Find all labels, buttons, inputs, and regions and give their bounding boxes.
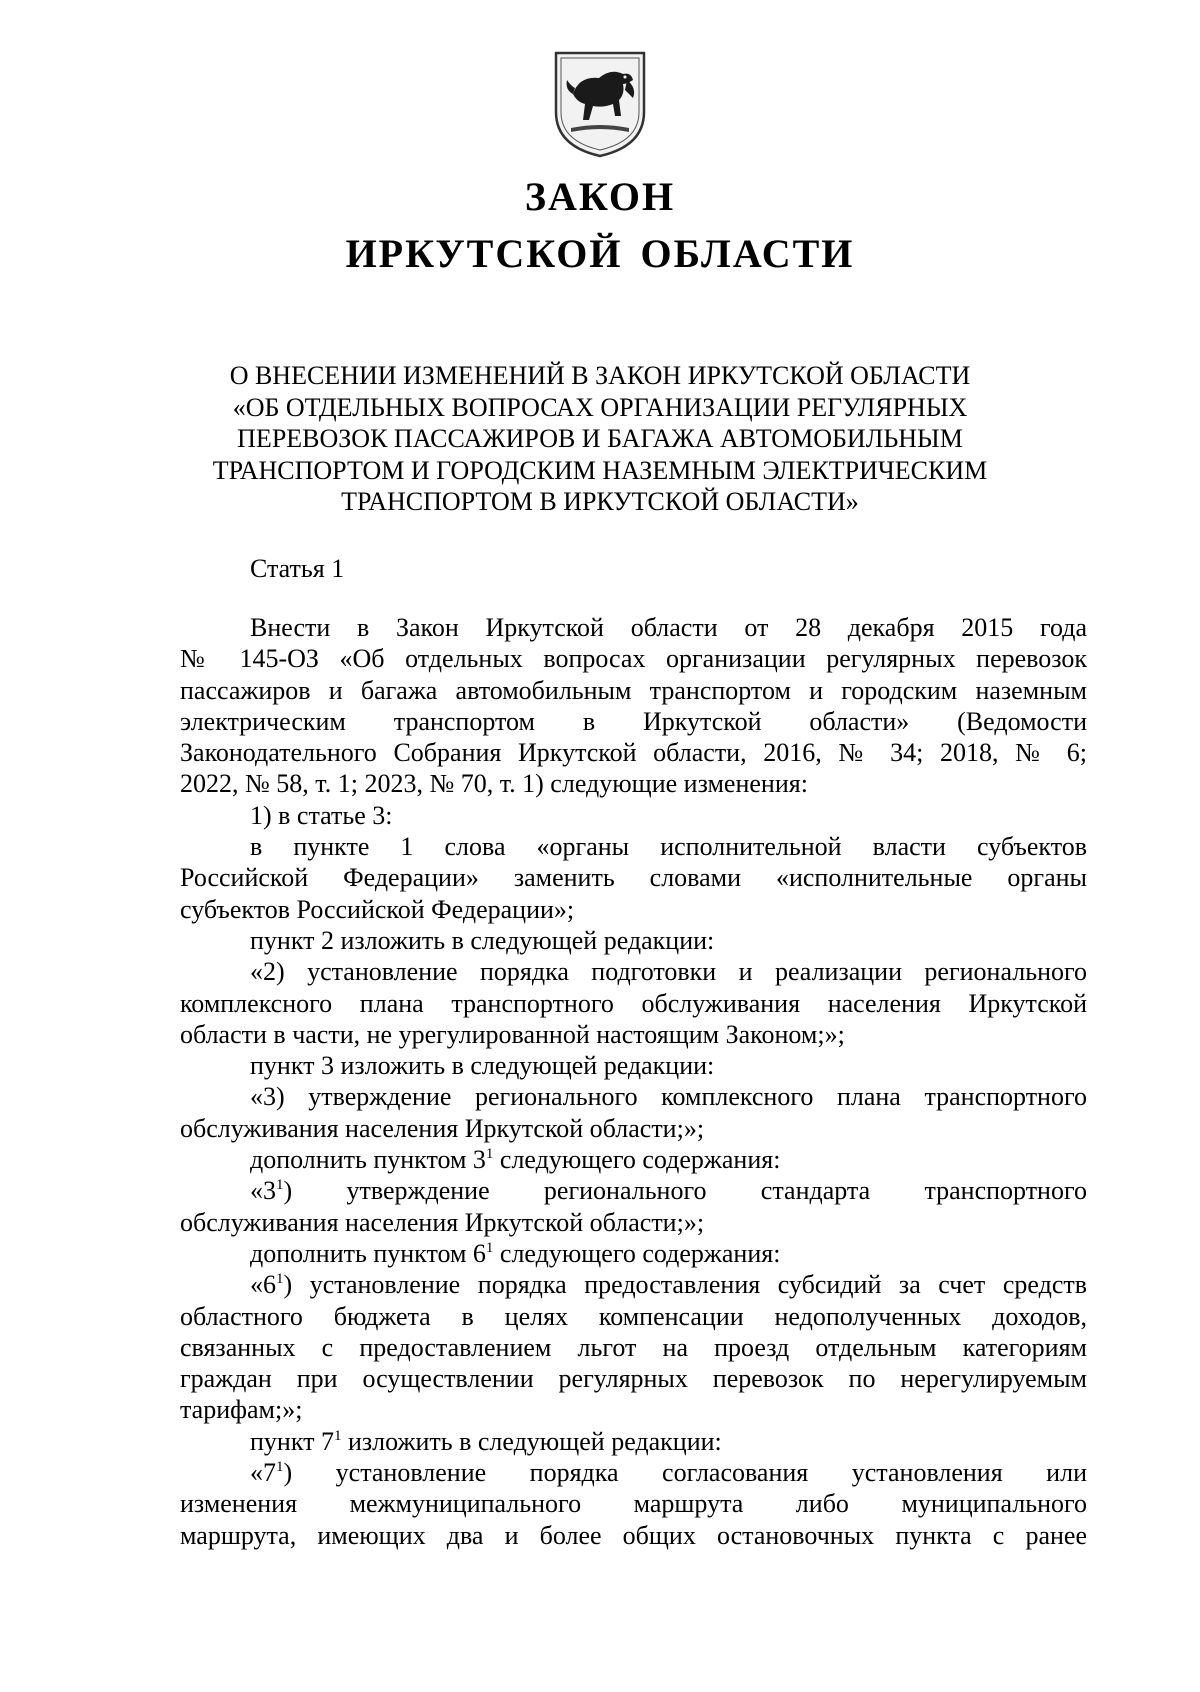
body-line: Законодательного Собрания Иркутской области, 2016, № 34; 2018, № 6; bbox=[180, 738, 1087, 768]
body-line: обслуживания населения Иркутской области;»; bbox=[180, 1113, 705, 1143]
body-line: областного бюджета в целях компенсации недополученных доходов, bbox=[180, 1301, 1087, 1331]
body-line bbox=[180, 1144, 1087, 1175]
superscript: 1 bbox=[485, 1146, 494, 1163]
body-line: маршрута, имеющих два и более общих остановочных пункта с ранее bbox=[180, 1520, 1087, 1550]
article-body bbox=[180, 612, 1087, 1551]
text-run: «6 bbox=[250, 1270, 276, 1300]
superscript: 1 bbox=[485, 1239, 494, 1256]
text-run: ) установление порядка согласования установления или bbox=[283, 1458, 1087, 1488]
law-subtitle bbox=[170, 360, 1030, 518]
body-line: субъектов Российской Федерации»; bbox=[180, 894, 575, 924]
text-run: следующего содержания: bbox=[493, 1145, 781, 1175]
body-line: электрическим транспортом в Иркутской области» (Ведомости bbox=[180, 706, 1087, 736]
article-heading: Статья 1 bbox=[250, 554, 345, 583]
body-line: в пункте 1 слова «органы исполнительной власти субъектов bbox=[250, 832, 1087, 862]
text-run: «7 bbox=[250, 1458, 276, 1488]
body-line: изменения межмуниципального маршрута либо муниципального bbox=[180, 1489, 1087, 1519]
list-item: 1) в статье 3: bbox=[250, 800, 393, 830]
superscript: 1 bbox=[276, 1271, 284, 1288]
body-line bbox=[180, 1426, 1087, 1457]
body-line: тарифам;»; bbox=[180, 1395, 303, 1425]
subtitle-line: «ОБ ОТДЕЛЬНЫХ ВОПРОСАХ ОРГАНИЗАЦИИ РЕГУЛЯРНЫХ bbox=[232, 392, 968, 422]
region-title bbox=[0, 232, 1200, 276]
body-line: комплексного плана транспортного обслуживания населения Иркутской bbox=[180, 988, 1087, 1018]
body-line: Российской Федерации» заменить словами «исполнительные органы bbox=[180, 863, 1087, 893]
text-run: изложить в следующей редакции: bbox=[341, 1426, 722, 1456]
superscript: 1 bbox=[333, 1427, 342, 1444]
body-line: 2022, № 58, т. 1; 2023, № 70, т. 1) следующие изменения: bbox=[180, 769, 808, 799]
document-type-title: ЗАКОН bbox=[524, 174, 676, 219]
text-run: «3 bbox=[250, 1176, 276, 1206]
superscript: 1 bbox=[276, 1177, 284, 1194]
body-line: пассажиров и багажа автомобильным транспортом и городским наземным bbox=[180, 675, 1087, 705]
text-run: следующего содержания: bbox=[493, 1238, 781, 1268]
subtitle-line: О ВНЕСЕНИИ ИЗМЕНЕНИЙ В ЗАКОН ИРКУТСКОЙ ОБЛАСТИ bbox=[229, 361, 971, 390]
body-line bbox=[180, 1457, 1087, 1488]
body-line: «2) установление порядка подготовки и реализации регионального bbox=[250, 957, 1087, 987]
body-line: связанных с предоставлением льгот на проезд отдельным категориям bbox=[180, 1332, 1087, 1362]
text-run: ) установление порядка предоставления субсидий за счет средств bbox=[283, 1270, 1087, 1300]
subtitle-line: ТРАНСПОРТОМ И ГОРОДСКИМ НАЗЕМНЫМ ЭЛЕКТРИЧЕСКИМ bbox=[212, 455, 988, 485]
region-title-word2: ОБЛАСТИ bbox=[640, 231, 855, 276]
body-line: граждан при осуществлении регулярных перевозок по нерегулируемым bbox=[180, 1364, 1087, 1394]
body-line: пункт 3 изложить в следующей редакции: bbox=[250, 1051, 715, 1081]
body-line: «3) утверждение регионального комплексного плана транспортного bbox=[250, 1082, 1087, 1112]
subtitle-line: ПЕРЕВОЗОК ПАССАЖИРОВ И БАГАЖА АВТОМОБИЛЬНЫМ bbox=[237, 424, 963, 453]
body-line bbox=[180, 1238, 1087, 1269]
body-line bbox=[180, 1269, 1087, 1300]
text-run: дополнить пунктом 6 bbox=[250, 1238, 486, 1268]
subtitle-line: ТРАНСПОРТОМ В ИРКУТСКОЙ ОБЛАСТИ» bbox=[341, 487, 859, 516]
body-line: № 145-ОЗ «Об отдельных вопросах организации регулярных перевозок bbox=[180, 644, 1087, 674]
body-line: Внести в Закон Иркутской области от 28 декабря 2015 года bbox=[250, 613, 1087, 642]
region-title-word1: ИРКУТСКОЙ bbox=[345, 231, 623, 276]
body-line: области в части, не урегулированной настоящим Законом;»; bbox=[180, 1019, 845, 1049]
coat-of-arms-icon bbox=[553, 50, 647, 158]
body-line: пункт 2 изложить в следующей редакции: bbox=[250, 925, 715, 955]
text-run: дополнить пунктом 3 bbox=[250, 1145, 486, 1175]
superscript: 1 bbox=[276, 1459, 284, 1476]
text-run: ) утверждение регионального стандарта транспортного bbox=[283, 1176, 1087, 1206]
body-line bbox=[180, 1175, 1087, 1206]
body-line: обслуживания населения Иркутской области;»; bbox=[180, 1207, 705, 1237]
text-run: пункт 7 bbox=[250, 1426, 334, 1456]
